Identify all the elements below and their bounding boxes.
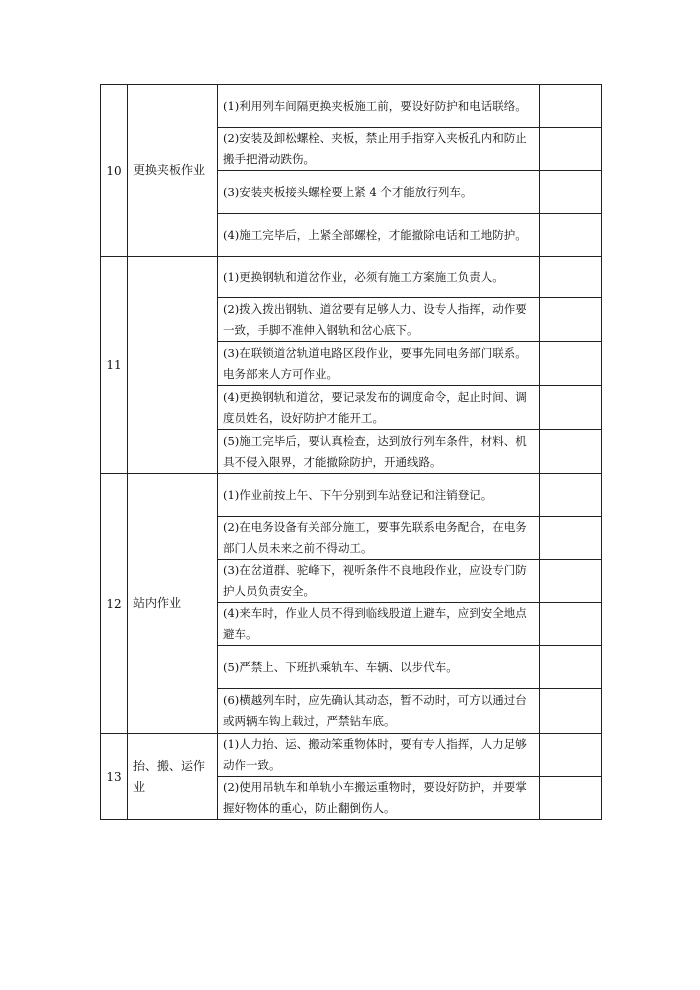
table-row	[101, 474, 602, 517]
requirement-text: (3)在岔道群、驼峰下，视听条件不良地段作业，应设专门防护人员负责安全。	[218, 560, 540, 603]
operation-name: 站内作业	[128, 474, 218, 734]
requirement-text: (2)在电务设备有关部分施工，要事先联系电务配合，在电务部门人员未来之前不得动工。	[218, 517, 540, 560]
requirement-text: (1)更换钢轨和道岔作业，必须有施工方案施工负责人。	[218, 257, 540, 298]
check-cell	[540, 777, 602, 820]
check-cell	[540, 517, 602, 560]
requirement-text: (3)安装夹板接头螺栓要上紧 4 个才能放行列车。	[218, 171, 540, 214]
check-cell	[540, 128, 602, 171]
check-cell	[540, 734, 602, 777]
check-cell	[540, 603, 602, 646]
operation-name: 抬、搬、运作业	[128, 734, 218, 820]
check-cell	[540, 689, 602, 734]
item-number: 13	[101, 734, 128, 820]
check-cell	[540, 474, 602, 517]
requirement-text: (2)安装及卸松螺栓、夹板，禁止用手指穿入夹板孔内和防止搬手把滑动跌伤。	[218, 128, 540, 171]
requirement-text: (2)使用吊轨车和单轨小车搬运重物时，要设好防护，并要掌握好物体的重心，防止翻倒伤人。	[218, 777, 540, 820]
operation-name	[128, 257, 218, 474]
check-cell	[540, 430, 602, 474]
check-cell	[540, 386, 602, 430]
check-cell	[540, 85, 602, 128]
check-cell	[540, 214, 602, 257]
check-cell	[540, 646, 602, 689]
requirement-text: (4)更换钢轨和道岔，要记录发布的调度命令，起止时间、调度员姓名，设好防护才能开工。	[218, 386, 540, 430]
item-number: 11	[101, 257, 128, 474]
check-cell	[540, 257, 602, 298]
check-cell	[540, 298, 602, 342]
requirement-text: (4)施工完毕后，上紧全部螺栓，才能撤除电话和工地防护。	[218, 214, 540, 257]
item-number: 10	[101, 85, 128, 257]
item-number: 12	[101, 474, 128, 734]
requirement-text: (3)在联锁道岔轨道电路区段作业，要事先同电务部门联系。电务部来人方可作业。	[218, 342, 540, 386]
check-cell	[540, 560, 602, 603]
table-row	[101, 734, 602, 777]
requirement-text: (1)作业前按上午、下午分别到车站登记和注销登记。	[218, 474, 540, 517]
check-cell	[540, 342, 602, 386]
requirement-text: (1)人力抬、运、搬动笨重物体时，要有专人指挥，人力足够动作一致。	[218, 734, 540, 777]
requirement-text: (2)拨入拨出钢轨、道岔要有足够人力、设专人指挥，动作要一致，手脚不准伸入钢轨和岔心底下。	[218, 298, 540, 342]
safety-requirements-table	[100, 84, 602, 820]
requirement-text: (5)施工完毕后，要认真检查，达到放行列车条件，材料、机具不侵入限界，才能撤除防护，开通线路。	[218, 430, 540, 474]
check-cell	[540, 171, 602, 214]
table-row	[101, 257, 602, 298]
table-row	[101, 85, 602, 128]
requirement-text: (1)利用列车间隔更换夹板施工前，要设好防护和电话联络。	[218, 85, 540, 128]
requirement-text: (4)来车时，作业人员不得到临线股道上避车，应到安全地点避车。	[218, 603, 540, 646]
operation-name: 更换夹板作业	[128, 85, 218, 257]
requirement-text: (5)严禁上、下班扒乘轨车、车辆、以步代车。	[218, 646, 540, 689]
requirement-text: (6)横越列车时，应先确认其动态，暂不动时，可方以通过台或两辆车钩上载过，严禁钻车底。	[218, 689, 540, 734]
